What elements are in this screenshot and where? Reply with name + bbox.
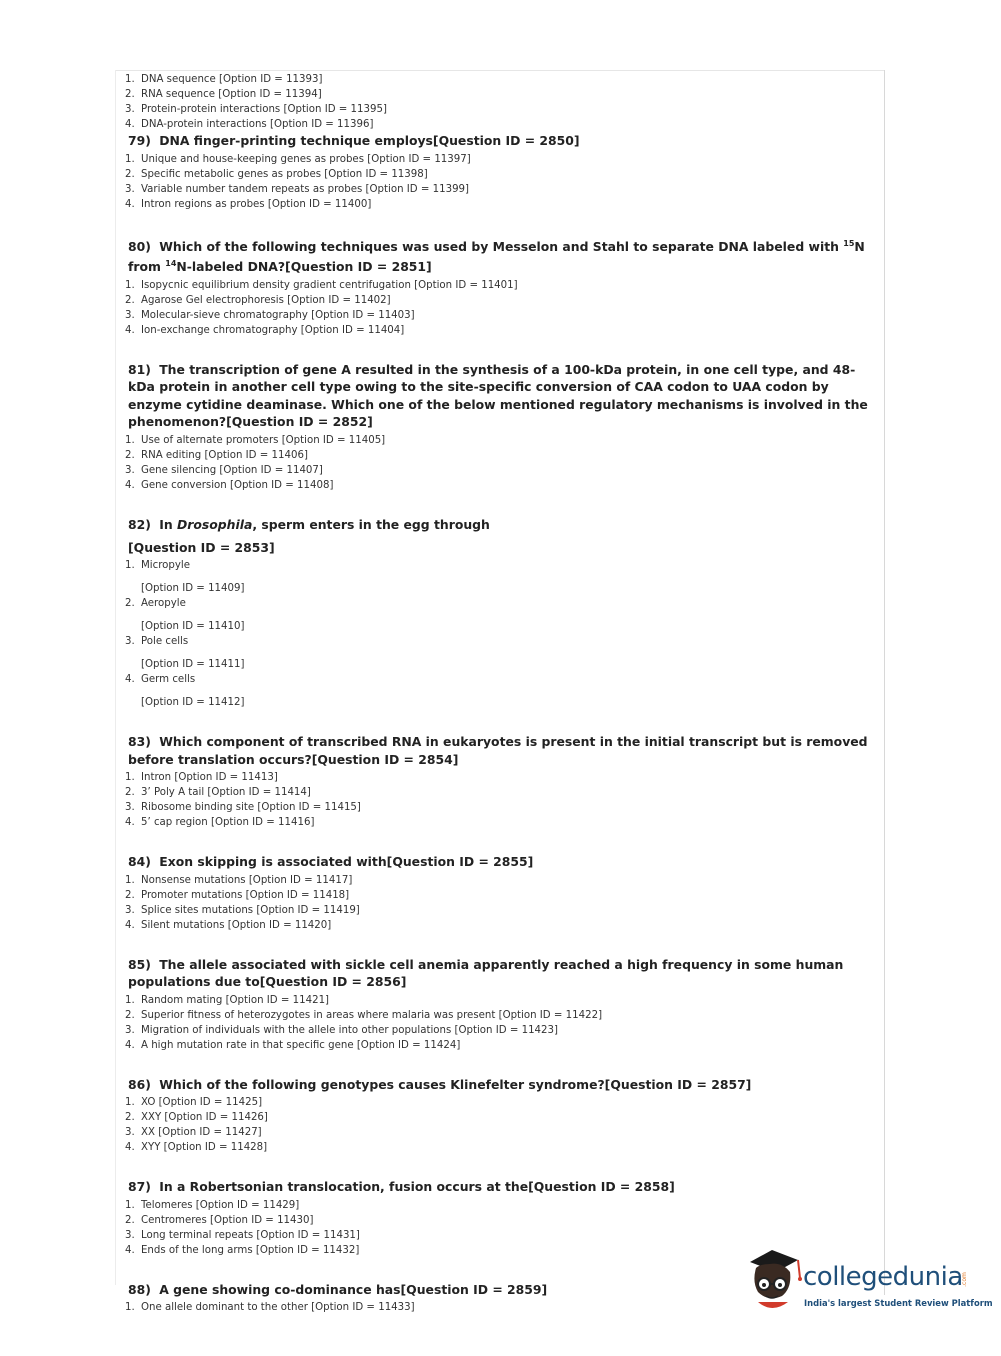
- option: 1. One allele dominant to the other [Option ID = 11433]: [125, 1302, 415, 1314]
- question-80: [125, 235, 870, 338]
- question-title: 82) In Drosophila, sperm enters in the egg through: [128, 516, 490, 532]
- option: 1. DNA sequence [Option ID = 11393]: [125, 74, 323, 85]
- question-options: [125, 873, 870, 933]
- question-title: 86) Which of the following genotypes causes Klinefelter syndrome?[Question ID = 2857]: [128, 1076, 752, 1092]
- brand-name: collegedunia: [803, 1262, 963, 1292]
- question-options: [125, 1095, 870, 1155]
- option: 3. Migration of individuals with the allele into other populations [Option ID = 11423]: [125, 1024, 558, 1036]
- option: 3. Long terminal repeats [Option ID = 11431]: [125, 1229, 360, 1241]
- question-list: [125, 72, 870, 1338]
- option: 1. Isopycnic equilibrium density gradient centrifugation [Option ID = 11401]: [125, 279, 518, 291]
- option: 4. DNA-protein interactions [Option ID = 11396]: [125, 119, 374, 130]
- question-86: [125, 1076, 870, 1156]
- option: 4. XYY [Option ID = 11428]: [125, 1142, 268, 1154]
- option: 2. Agarose Gel electrophoresis [Option ID = 11402]: [125, 294, 391, 306]
- question-82: [125, 516, 870, 711]
- question-title: 84) Exon skipping is associated with[Question ID = 2855]: [128, 854, 534, 870]
- question-title: 88) A gene showing co-dominance has[Question ID = 2859]: [128, 1281, 548, 1297]
- question-options: [125, 433, 870, 493]
- q78-options: [125, 72, 870, 132]
- option: 1. Unique and house-keeping genes as probes [Option ID = 11397]: [125, 153, 471, 165]
- question-title: 83) Which component of transcribed RNA in eukaryotes is present in the initial transcript but is removed before translation occurs?[Question ID = 2854]: [128, 734, 868, 767]
- option: 1. XO [Option ID = 11425]: [125, 1097, 263, 1109]
- option: 2. RNA sequence [Option ID = 11394]: [125, 89, 322, 100]
- option: 2. Aeropyle [Option ID = 11410]: [125, 598, 245, 633]
- option: 4. Intron regions as probes [Option ID = 11400]: [125, 198, 372, 210]
- question-84: [125, 853, 870, 933]
- question-title: 80) Which of the following techniques was used by Messelon and Stahl to separate DNA labeled with $^{15}$N from $^{14}$N-labeled DNA?[Question ID = 2851]: [128, 238, 865, 275]
- option: 3. Gene silencing [Option ID = 11407]: [125, 464, 323, 476]
- question-title: 87) In a Robertsonian translocation, fusion occurs at the[Question ID = 2858]: [128, 1179, 675, 1195]
- option: 3. Pole cells [Option ID = 11411]: [125, 636, 245, 671]
- question-title: 79) DNA finger-printing technique employs[Question ID = 2850]: [128, 133, 580, 148]
- page-border-left: [115, 70, 116, 1285]
- option: 1. Micropyle [Option ID = 11409]: [125, 560, 245, 595]
- question-title: 85) The allele associated with sickle cell anemia apparently reached a high frequency in some human populations due to[Question ID = 2856]: [128, 956, 844, 990]
- option: 2. Promoter mutations [Option ID = 11418]: [125, 889, 350, 901]
- question-options: [125, 770, 870, 830]
- question-83: [125, 733, 870, 830]
- option: 3. Variable number tandem repeats as probes [Option ID = 11399]: [125, 183, 470, 195]
- option: 1. Nonsense mutations [Option ID = 11417]: [125, 874, 353, 886]
- option: 4. A high mutation rate in that specific gene [Option ID = 11424]: [125, 1039, 461, 1051]
- page-border-right: [884, 70, 885, 1295]
- brand-suffix: .com: [960, 1272, 968, 1287]
- option: 4. 5’ cap region [Option ID = 11416]: [125, 817, 315, 829]
- option: 1. Random mating [Option ID = 11421]: [125, 994, 330, 1006]
- question-79: [125, 132, 870, 212]
- question-87: [125, 1178, 870, 1258]
- option: 4. Ion-exchange chromatography [Option ID = 11404]: [125, 324, 405, 336]
- page-border-top: [115, 70, 885, 71]
- option: 3. Protein-protein interactions [Option ID = 11395]: [125, 104, 387, 115]
- option: 3. Splice sites mutations [Option ID = 11419]: [125, 904, 360, 916]
- option: 3. Molecular-sieve chromatography [Option ID = 11403]: [125, 309, 415, 321]
- question-options: [125, 152, 870, 212]
- option: 2. XXY [Option ID = 11426]: [125, 1112, 268, 1124]
- question-title: 81) The transcription of gene A resulted in the synthesis of a 100-kDa protein, in one cell type, and 48-kDa protein in another cell type owing to the site-specific conversion of CAA codon to UAA codon by enzyme cytidine deaminase. Which one of the below mentioned regulatory mechanisms is involved in the phenomenon?[Question ID = 2852]: [128, 361, 868, 430]
- question-options: [125, 278, 870, 338]
- option: 3. XX [Option ID = 11427]: [125, 1127, 262, 1139]
- question-options: [125, 558, 870, 710]
- question-id: [Question ID = 2853]: [128, 540, 275, 556]
- brand-tagline: India's largest Student Review Platform: [804, 1298, 993, 1308]
- option: 2. Centromeres [Option ID = 11430]: [125, 1214, 314, 1226]
- option: 2. Superior fitness of heterozygotes in areas where malaria was present [Option ID = 11422]: [125, 1009, 603, 1021]
- question-options: [125, 993, 870, 1053]
- option: 3. Ribosome binding site [Option ID = 11415]: [125, 802, 361, 814]
- option: 1. Intron [Option ID = 11413]: [125, 772, 278, 784]
- option: 1. Use of alternate promoters [Option ID = 11405]: [125, 434, 386, 446]
- question-81: [125, 361, 870, 493]
- option: 2. RNA editing [Option ID = 11406]: [125, 449, 308, 461]
- option: 4. Silent mutations [Option ID = 11420]: [125, 919, 332, 931]
- option: 2. Specific metabolic genes as probes [Option ID = 11398]: [125, 168, 428, 180]
- question-85: [125, 956, 870, 1053]
- option: 1. Telomeres [Option ID = 11429]: [125, 1199, 300, 1211]
- option: 2. 3’ Poly A tail [Option ID = 11414]: [125, 787, 311, 799]
- option: 4. Germ cells [Option ID = 11412]: [125, 674, 245, 709]
- option: 4. Gene conversion [Option ID = 11408]: [125, 479, 334, 491]
- option: 4. Ends of the long arms [Option ID = 11432]: [125, 1244, 360, 1256]
